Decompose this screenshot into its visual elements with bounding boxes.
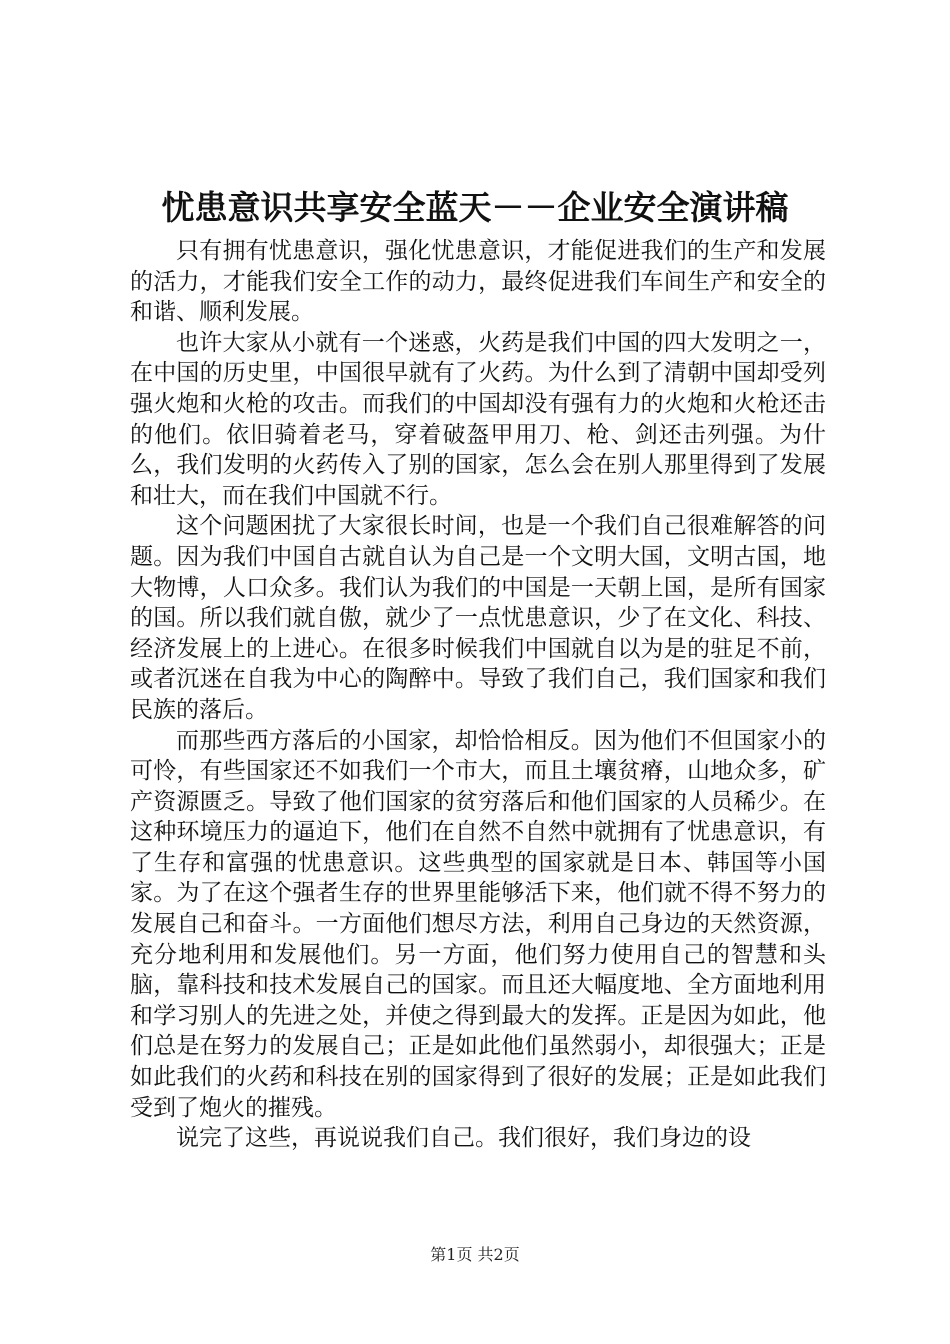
document-title: 忧患意识共享安全蓝天－－企业安全演讲稿 <box>161 188 789 227</box>
paragraph-4: 而那些西方落后的小国家，却恰恰相反。因为他们不但国家小的可怜，有些国家还不如我们一个市大，而且土壤贫瘠，山地众多，矿产资源匮乏。导致了他们国家的贫穷落后和他们国家的人员稀少。在这种环境压力的逼迫下，他们在自然不自然中就拥有了忧患意识，有了生存和富强的忧患意识。这些典型的国家就是日本、韩国等小国家。为了在这个强者生存的世界里能够活下来，他们就不得不努力的发展自己和奋斗。一方面他们想尽方法，利用自己身边的天然资源，充分地利用和发展他们。另一方面，他们努力使用自己的智慧和头脑，靠科技和技术发展自己的国家。而且还大幅度地、全方面地利用和学习别人的先进之处，并使之得到最大的发挥。正是因为如此，他们总是在努力的发展自己；正是如此他们虽然弱小，却很强大；正是如此我们的火药和科技在别的国家得到了很好的发展；正是如此我们受到了炮火的摧残。 <box>130 727 826 1121</box>
document-body <box>130 236 826 1154</box>
paragraph-5: 说完了这些，再说说我们自己。我们很好，我们身边的设 <box>176 1125 751 1152</box>
page-footer <box>0 1244 950 1266</box>
paragraph-2: 也许大家从小就有一个迷惑，火药是我们中国的四大发明之一，在中国的历史里，中国很早就有了火药。为什么到了清朝中国却受列强火炮和火枪的攻击。而我们的中国却没有强有力的火炮和火枪还击的他们。依旧骑着老马，穿着破盔甲用刀、枪、剑还击列强。为什么，我们发明的火药传入了别的国家，怎么会在别人那里得到了发展和壮大，而在我们中国就不行。 <box>130 329 826 509</box>
paragraph-1: 只有拥有忧患意识，强化忧患意识，才能促进我们的生产和发展的活力，才能我们安全工作的动力，最终促进我们车间生产和安全的和谐、顺利发展。 <box>130 238 826 326</box>
page-indicator: 第1页 共2页 <box>430 1245 520 1264</box>
paragraph-3: 这个问题困扰了大家很长时间，也是一个我们自己很难解答的问题。因为我们中国自古就自认为自己是一个文明大国，文明古国，地大物博，人口众多。我们认为我们的中国是一天朝上国，是所有国家的国。所以我们就自傲，就少了一点忧患意识，少了在文化、科技、经济发展上的上进心。在很多时候我们中国就自以为是的驻足不前，或者沉迷在自我为中心的陶醉中。导致了我们自己，我们国家和我们民族的落后。 <box>130 513 826 723</box>
